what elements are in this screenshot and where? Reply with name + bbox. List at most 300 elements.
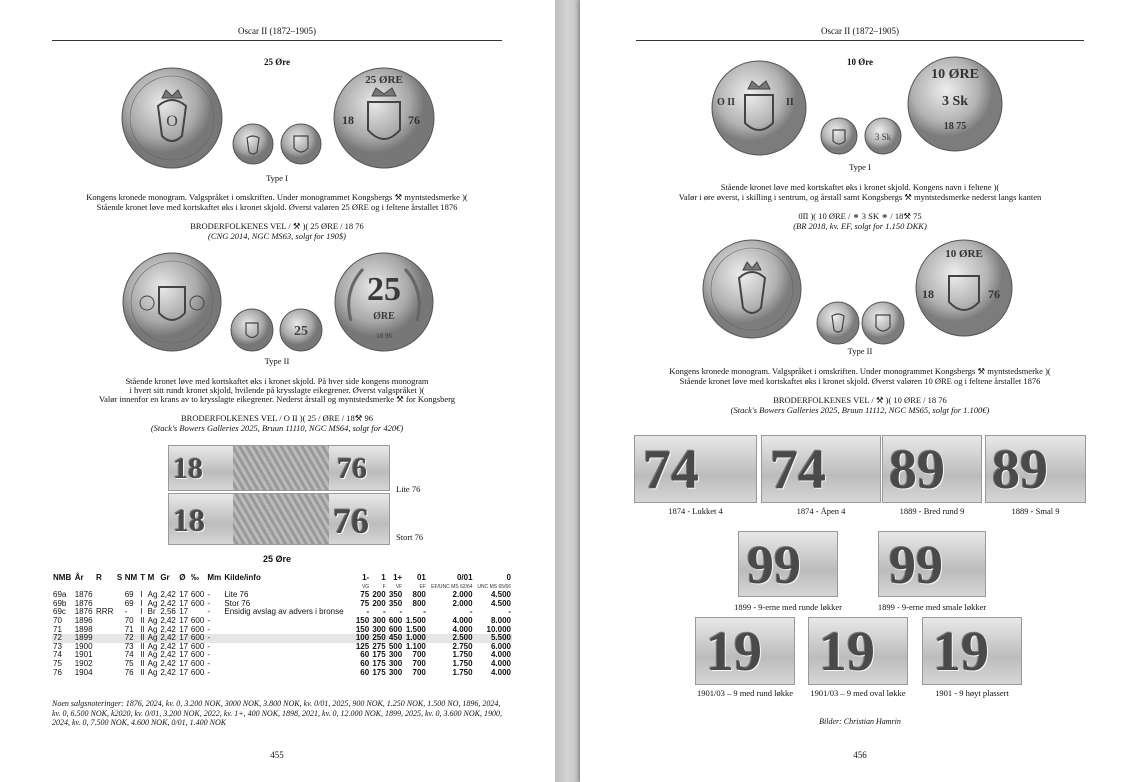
page-right [580, 0, 1128, 782]
variant-detail-image [168, 493, 390, 545]
table-cell: - [124, 607, 128, 617]
table-cell: - [207, 615, 211, 625]
date-detail-image [985, 435, 1086, 503]
coin-date: 18 75 [943, 121, 967, 132]
table-cell [223, 634, 353, 643]
table-cell: 69a [53, 590, 67, 600]
coin-date-right: 76 [408, 113, 420, 127]
table-cell: 200 [372, 598, 386, 608]
table-cell: 69b [53, 598, 67, 608]
table-cell: - [207, 598, 211, 608]
table-cell [95, 617, 116, 626]
table-cell [223, 660, 353, 669]
coin-date: 18 96 [376, 332, 392, 340]
table-cell: 76 [124, 667, 134, 677]
table-cell: 150 [355, 615, 370, 625]
table-cell: 600 [190, 658, 205, 668]
table-cell: 69 [124, 598, 134, 608]
table-cell: 2,42 [160, 658, 176, 668]
coin-reverse-small [279, 122, 323, 166]
table-row [52, 669, 512, 678]
table-cell [95, 651, 116, 660]
date-detail-image [808, 617, 908, 685]
table-cell: 72 [124, 634, 140, 643]
table-cell [116, 669, 124, 678]
sales-notes: Noen salgsnoteringer: 1876, 2024, kv. 0, 3.200 NOK, 3000 NOK, 3.800 NOK, kv. 0/01, 2025, 900 NOK, 1.250 NOK, 1.500 NO, 1896, 2024, kv. 0, 6.500 NOK, k2020, kv. 0/01, 3.200 NOK, 2022, kv. 1+, 400 NOK, 1898, 2021, kv. 0, 12.000 NOK, 1899, 2025, kv. 0, 3.600 NOK, 1900, 2024, kv. 0, 7.500 NOK, 4.600 NOK, 0/01, 1.400 NOK [52, 699, 502, 727]
detail-digits: 89 [992, 439, 1048, 501]
type-description-line: Stående kronet løve med kortskaftet øks i kronet skjold. Øverst valøren 10 ØRE og i feltene årstallet 1876 [679, 376, 1041, 386]
table-cell: II [140, 633, 145, 643]
table-cell: 75 [360, 598, 370, 608]
table-cell [95, 591, 116, 600]
variant-digits-right: 76 [333, 501, 369, 541]
table-cell: Ensidig avslag av advers i bronse [224, 607, 344, 617]
table-cell: 300 [372, 624, 386, 634]
col-header: ‰ [190, 573, 199, 582]
table-cell: 70 [53, 615, 62, 625]
col-header: Ø [179, 573, 186, 582]
col-header: T [140, 573, 146, 582]
svg-text:3 Sk: 3 Sk [874, 132, 892, 142]
coin-value-text: 10 ØRE [945, 248, 983, 260]
table-cell: 1.750 [452, 650, 473, 660]
table-cell: 2.000 [452, 590, 473, 600]
variant-label: Lite 76 [396, 484, 421, 494]
table-cell [116, 617, 124, 626]
table-row [52, 591, 512, 600]
detail-digits: 19 [819, 621, 875, 683]
table-cell: - [206, 634, 223, 643]
table-cell: 4.000 [490, 650, 511, 660]
table-cell [95, 660, 116, 669]
table-cell [95, 634, 116, 643]
table-cell: 800 [412, 590, 426, 600]
table-cell: 150 [355, 624, 370, 634]
table-cell: 175 [372, 658, 386, 668]
table-cell: 2,42 [159, 634, 178, 643]
table-cell [223, 643, 353, 652]
table-cell: 8.000 [490, 615, 511, 625]
table-cell: 17 [179, 615, 189, 625]
detail-label: 1889 - Bred rund 9 [899, 506, 965, 516]
table-cell: 75 [124, 658, 134, 668]
col-header: S [116, 573, 123, 582]
table-row [52, 660, 512, 669]
detail-digits: 74 [643, 439, 699, 501]
table-cell: 600 [190, 634, 207, 643]
col-header: R [96, 573, 102, 582]
table-cell: 450 [387, 634, 404, 643]
page-number: 456 [853, 750, 867, 760]
table-cell: 600 [388, 615, 403, 625]
table-cell: 1896 [74, 615, 93, 625]
col-header: Kilde/info [224, 573, 261, 582]
col-header-grade: 1- VG [361, 573, 370, 590]
date-detail-image [634, 435, 757, 503]
table-cell: 2,42 [160, 590, 176, 600]
table-cell: Ag [147, 615, 158, 625]
detail-label: 1874 - Åpen 4 [796, 506, 846, 516]
table-cell: II [140, 624, 145, 634]
table-cell: 600 [190, 624, 205, 634]
table-cell: 70 [124, 615, 134, 625]
table-cell: 2,42 [160, 667, 176, 677]
table-cell: 1899 [74, 634, 95, 643]
table-cell: I [140, 590, 143, 600]
table-cell: 1.500 [405, 615, 426, 625]
table-cell: 17 [179, 633, 189, 643]
coin-obverse-small [819, 116, 859, 156]
table-cell: II [140, 650, 145, 660]
table-cell: 6.000 [490, 641, 511, 651]
type-label: Type I [266, 173, 288, 183]
table-cell: Ag [147, 598, 158, 608]
image-credit: Bilder: Christian Hamrin [819, 717, 901, 726]
table-title: 25 Øre [262, 554, 292, 564]
table-cell: Ag [147, 650, 158, 660]
running-head: Oscar II (1872–1905) [821, 26, 899, 36]
coin-price-table [52, 574, 512, 677]
table-cell: 69 [124, 590, 134, 600]
table-cell: 275 [372, 641, 386, 651]
table-cell: 2.750 [452, 641, 473, 651]
table-cell: 60 [360, 650, 370, 660]
page-left [0, 0, 555, 782]
table-cell [223, 651, 353, 660]
table-cell: I [140, 598, 143, 608]
coin-inscription: BRODERFOLKENES VEL / ⚒ )( 25 ØRE / 18 76 [190, 221, 364, 231]
date-detail-image [882, 435, 982, 503]
col-header: M [147, 573, 155, 582]
svg-text:O: O [166, 113, 178, 130]
detail-label: 1899 - 9-erne med smale løkker [877, 602, 987, 612]
col-header-grade: 1 F [381, 573, 386, 590]
table-cell: 1.000 [403, 634, 427, 643]
table-cell: 300 [388, 658, 403, 668]
table-cell: - [207, 658, 211, 668]
table-cell [116, 591, 124, 600]
table-cell: 4.000 [490, 667, 511, 677]
table-cell: 60 [360, 667, 370, 677]
detail-label: 1899 - 9-erne med runde løkker [734, 602, 842, 612]
col-header-grade: 0/01 EF/UNC MS 62/64 [431, 573, 473, 590]
table-cell [116, 608, 124, 617]
detail-digits: 19 [706, 621, 762, 683]
table-cell: II [140, 641, 145, 651]
date-detail-image [738, 531, 838, 597]
table-header-row [52, 574, 512, 591]
table-cell: 10.000 [486, 624, 511, 634]
table-cell: II [140, 615, 145, 625]
table-cell: 2,42 [160, 615, 176, 625]
detail-digits: 99 [747, 535, 801, 595]
coin-date-right: 76 [988, 287, 1000, 301]
table-cell: - [366, 607, 370, 617]
table-cell: 17 [179, 607, 189, 617]
table-cell: 1876 [74, 590, 93, 600]
table-cell: 350 [388, 590, 403, 600]
table-cell: 300 [388, 650, 403, 660]
col-header: År [74, 573, 84, 582]
table-cell: 100 [354, 634, 371, 643]
table-cell: 4.500 [490, 590, 511, 600]
table-cell: Ag [147, 641, 158, 651]
table-cell: 73 [53, 641, 62, 651]
table-row [52, 634, 512, 643]
type-label: Type II [264, 356, 290, 366]
table-cell: 350 [388, 598, 403, 608]
detail-digits: 74 [770, 439, 826, 501]
coin-value-big: 25 [367, 271, 401, 308]
page-number: 455 [270, 750, 284, 760]
table-cell: II [140, 658, 145, 668]
table-cell [95, 643, 116, 652]
table-cell: 1898 [74, 624, 93, 634]
table-cell: Ag [147, 633, 158, 643]
table-cell: 600 [190, 641, 205, 651]
table-cell: Ag [147, 658, 158, 668]
table-cell: - [399, 607, 403, 617]
table-cell: Lite 76 [224, 590, 249, 600]
col-header-grade: 1+ VF [393, 573, 403, 590]
coin-obverse-small [229, 307, 275, 353]
type-description-line: Valør innenfor en krans av to krysslagte eikegrener. Nederst årstall og myntstedsmerke ⚒ for Kongsberg [98, 394, 456, 404]
table-cell: 2,42 [160, 650, 176, 660]
table-cell: 2,42 [160, 598, 176, 608]
table-cell: 76 [53, 667, 62, 677]
table-cell: 4.000 [452, 615, 473, 625]
table-cell: 74 [53, 650, 62, 660]
coin-obverse-large [701, 238, 803, 340]
detail-label: 1901/03 – 9 med oval løkke [810, 688, 906, 698]
table-cell: - [207, 641, 211, 651]
table-cell: 1904 [74, 667, 93, 677]
table-cell: 175 [372, 650, 386, 660]
type-description-line: Kongens kronede monogram. Valgspråket i omskriften. Under monogrammet Kongsbergs ⚒ myntstedsmerke )( [86, 192, 468, 202]
coin-reverse-small [278, 307, 324, 353]
table-cell: I [140, 607, 143, 617]
coin-obverse-large [121, 251, 223, 353]
table-cell: 175 [372, 667, 386, 677]
table-cell [116, 626, 124, 635]
detail-digits: 99 [889, 535, 943, 595]
table-cell: II [140, 667, 145, 677]
date-detail-image [878, 531, 986, 597]
type-description-line: Stående kronet løve med kortskaftet øks i kronet skjold. Øverst valøren 25 ØRE og i feltene årstallet 1876 [96, 202, 458, 212]
coin-side-text: II [786, 97, 794, 108]
table-cell: 700 [412, 658, 426, 668]
table-cell: - [383, 607, 386, 617]
type-description-line: Valør i øre øverst, i skilling i sentrum, og årstall samt Kongsbergs ⚒ myntstedsmerke nederst langs kanten [678, 192, 1042, 202]
table-cell: 600 [190, 615, 205, 625]
table-cell: 800 [412, 598, 426, 608]
detail-digits: 89 [889, 439, 945, 501]
type-label: Type II [847, 346, 873, 356]
table-cell: 4.000 [490, 658, 511, 668]
detail-label: 1874 - Lukket 4 [668, 506, 723, 516]
table-cell: 71 [124, 624, 134, 634]
col-header: Gr [160, 573, 170, 582]
table-cell: 1876 [74, 598, 93, 608]
table-cell: 1876 [74, 607, 93, 617]
table-cell: - [207, 667, 211, 677]
table-cell: 17 [179, 624, 189, 634]
table-cell: 600 [190, 667, 205, 677]
table-cell: 2,42 [160, 624, 176, 634]
table-cell: - [207, 607, 211, 617]
table-cell: 700 [412, 650, 426, 660]
table-cell: 1900 [74, 641, 93, 651]
table-cell: 17 [179, 658, 189, 668]
table-cell: 17 [179, 590, 189, 600]
coin-obverse-small [231, 122, 275, 166]
table-cell: 17 [179, 667, 189, 677]
table-cell: 75 [360, 590, 370, 600]
detail-label: 1901 - 9 høyt plassert [935, 688, 1009, 698]
table-cell [223, 669, 353, 678]
table-cell: 17 [179, 641, 189, 651]
table-cell: 60 [360, 658, 370, 668]
type-description-line: Stående kronet løve med kortskaftet øks i kronet skjold. Kongens navn i feltene )( [720, 182, 1000, 192]
table-cell [116, 643, 124, 652]
table-cell: 1.100 [405, 641, 426, 651]
table-row [52, 617, 512, 626]
table-cell: 69c [53, 607, 66, 617]
table-cell: 71 [53, 624, 62, 634]
header-rule [636, 40, 1084, 41]
table-cell: Stor 76 [224, 598, 251, 608]
type-description-line: Kongens kronede monogram. Valgspråket i omskriften. Under monogrammet Kongsbergs ⚒ myntstedsmerke )( [669, 366, 1051, 376]
date-detail-image [695, 617, 795, 685]
col-header: Mm [207, 573, 222, 582]
coin-reverse-top-text: 25 ØRE [365, 74, 403, 86]
table-cell: Ag [147, 624, 158, 634]
table-cell: Ag [147, 667, 158, 677]
variant-digits-left: 18 [173, 502, 205, 538]
table-cell: 5.500 [474, 634, 512, 643]
table-cell: - [207, 624, 211, 634]
table-cell: 125 [355, 641, 370, 651]
col-header: NM [124, 573, 138, 582]
coin-provenance: (CNG 2014, NGC MS63, solgt for 190$) [208, 231, 346, 241]
table-cell: - [207, 590, 211, 600]
coin-obverse-small [815, 300, 861, 346]
coin-inscription: 0͞II )( 10 ØRE / ⚭ 3 SK ⚭ / 18⚒ 75 [798, 211, 922, 221]
col-header-grade: 0 UNC MS 65/66 [477, 573, 511, 590]
table-row [52, 626, 512, 635]
table-cell: 500 [388, 641, 403, 651]
section-title: 25 Øre [263, 57, 291, 67]
table-cell: 600 [190, 650, 205, 660]
table-cell: 300 [388, 667, 403, 677]
coin-provenance: (Stack's Bowers Galleries 2025, Bruun 11110, NGC MS64, solgt for 420€) [150, 423, 404, 433]
table-cell: 1.750 [452, 667, 473, 677]
col-header: NMB [53, 573, 72, 582]
type-label: Type I [849, 162, 871, 172]
variant-digits-right: 76 [337, 452, 367, 485]
table-cell [95, 626, 116, 635]
table-cell: 72 [52, 634, 74, 643]
table-row [52, 651, 512, 660]
table-cell: 2,56 [160, 607, 176, 617]
table-cell: RRR [96, 607, 114, 617]
table-cell: 2.500 [427, 634, 474, 643]
svg-text:25: 25 [294, 324, 308, 339]
table-cell: 600 [190, 598, 205, 608]
table-cell [116, 660, 124, 669]
table-cell: 2,42 [160, 641, 176, 651]
table-cell [223, 617, 353, 626]
table-cell: Ag [147, 590, 158, 600]
variant-label: Stort 76 [396, 532, 424, 542]
table-cell [223, 626, 353, 635]
coin-value-text: 10 ØRE [931, 67, 979, 82]
table-cell: 600 [190, 590, 205, 600]
table-cell: 250 [370, 634, 387, 643]
detail-label: 1901/03 – 9 med rund løkke [696, 688, 794, 698]
type-description-line: i hvert sitt rundt kronet skjold, hvilende på krysslagte eikegrener. Øverst valgspråket )( [129, 385, 425, 395]
section-title: 10 Øre [846, 57, 874, 67]
table-cell: Br [147, 607, 156, 617]
table-cell: 1.750 [452, 658, 473, 668]
coin-inscription: BRODERFOLKENES VEL / O II )( 25 / ØRE / 18⚒ 96 [180, 413, 374, 423]
detail-label: 1889 - Smal 9 [1011, 506, 1060, 516]
header-rule [52, 40, 502, 41]
table-row [52, 643, 512, 652]
coin-inscription: BRODERFOLKENES VEL / ⚒ )( 10 ØRE / 18 76 [773, 395, 947, 405]
table-cell: 74 [124, 650, 134, 660]
coin-obverse-large [120, 66, 224, 170]
variant-digits-left: 18 [173, 452, 203, 485]
coin-reverse-small [860, 300, 906, 346]
coin-provenance: (BR 2018, kv. EF, solgt for 1.150 DKK) [793, 221, 927, 231]
running-head: Oscar II (1872–1905) [238, 26, 316, 36]
coin-date-left: 18 [342, 113, 354, 127]
table-cell: 4.500 [490, 598, 511, 608]
book-gutter [555, 0, 580, 782]
table-cell: 200 [372, 590, 386, 600]
table-cell: - [508, 607, 511, 617]
coin-side-text: O II [717, 97, 736, 108]
table-cell: 73 [124, 641, 134, 651]
date-detail-image [761, 435, 881, 503]
table-cell: 17 [179, 650, 189, 660]
table-cell: - [423, 607, 426, 617]
coin-value-unit: ØRE [373, 311, 395, 322]
table-cell [116, 634, 124, 643]
coin-value-skilling: 3 Sk [941, 94, 969, 109]
type-description-line: Stående kronet løve med kortskaftet øks i kronet skjold. På hver side kongens monogram [125, 376, 429, 386]
table-cell: 700 [412, 667, 426, 677]
table-cell: 75 [53, 658, 62, 668]
table-cell: - [207, 650, 211, 660]
date-detail-image [922, 617, 1022, 685]
table-cell [116, 600, 124, 609]
table-cell: 4.000 [452, 624, 473, 634]
table-row [52, 608, 512, 617]
detail-digits: 19 [933, 621, 989, 683]
table-cell: 1901 [74, 650, 93, 660]
coin-obverse-large [710, 59, 808, 157]
table-cell: 2.000 [452, 598, 473, 608]
table-cell: - [469, 607, 473, 617]
col-header-grade: 01 EF [416, 573, 426, 590]
table-cell [95, 669, 116, 678]
table-cell: 300 [372, 615, 386, 625]
table-cell: 1.500 [405, 624, 426, 634]
coin-date-left: 18 [922, 287, 934, 301]
table-cell [116, 651, 124, 660]
